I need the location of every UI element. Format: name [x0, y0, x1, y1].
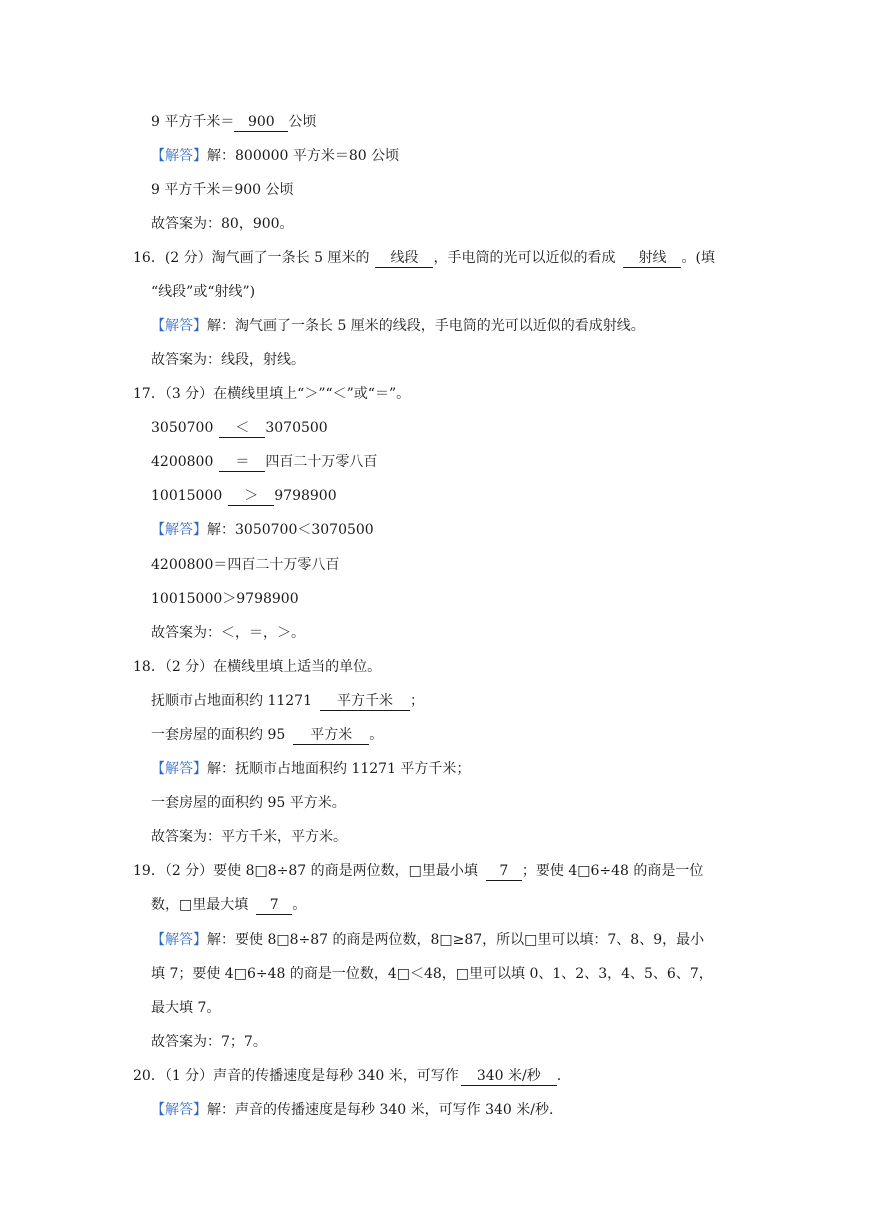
- solution-line: 【解答】解：淘气画了一条长 5 厘米的线段，手电筒的光可以近似的看成射线。: [151, 318, 645, 334]
- fill-blank: 900: [234, 114, 288, 132]
- question-17: 17．（3 分）在横线里填上“＞”“＜”或“＝”。: [133, 386, 411, 402]
- solution-line: 一套房屋的面积约 95 平方米。: [151, 795, 346, 811]
- question-18: 18．（2 分）在横线里填上适当的单位。: [133, 659, 382, 675]
- answer-line: 一套房屋的面积约 95 平方米 。: [151, 727, 384, 743]
- question-19: 19．（2 分）要使 8□8÷87 的商是两位数，□里最小填 7 ；要使 4□6÷48 的商是一位: [133, 863, 704, 879]
- fill-blank: ＜: [219, 420, 265, 438]
- question-16: 16．(2 分）淘气画了一条长 5 厘米的 线段 ，手电筒的光可以近似的看成 射线 。(填: [133, 250, 715, 266]
- answer-summary: 故答案为：＜，＝，＞。: [151, 625, 305, 641]
- question-20: 20．（1 分）声音的传播速度是每秒 340 米，可写作 340 米/秒 .: [133, 1068, 562, 1084]
- fill-blank: 7: [486, 863, 522, 881]
- answer-line: 10015000 ＞ 9798900: [151, 488, 337, 504]
- solution-line: 10015000＞9798900: [151, 591, 299, 607]
- solution-line: 4200800＝四百二十万零八百: [151, 557, 340, 573]
- fill-blank: ＞: [228, 488, 274, 506]
- fill-blank: 340 米/秒: [461, 1068, 557, 1086]
- solution-tag: 【解答】: [151, 148, 207, 164]
- fill-blank: ＝: [219, 454, 265, 472]
- answer-summary: 故答案为：平方千米，平方米。: [151, 829, 347, 845]
- fill-blank: 平方千米: [320, 693, 410, 711]
- question-line: “线段”或“射线”): [151, 284, 256, 300]
- solution-line: 9 平方千米＝900 公顷: [151, 182, 294, 198]
- solution-line: 【解答】解：3050700＜3070500: [151, 522, 374, 538]
- answer-summary: 故答案为：80，900。: [151, 216, 294, 232]
- question-line: 数，□里最大填 7 。: [151, 897, 307, 913]
- solution-line: 【解答】解：抚顺市占地面积约 11271 平方千米；: [151, 761, 471, 777]
- fill-blank: 射线: [623, 250, 681, 268]
- solution-line: 填 7；要使 4□6÷48 的商是一位数，4□＜48，□里可以填 0、1、2、3，4、5、6、7，: [151, 966, 713, 982]
- answer-line: 3050700 ＜ 3070500: [151, 420, 328, 436]
- solution-line: 【解答】解：声音的传播速度是每秒 340 米，可写作 340 米/秒.: [151, 1102, 554, 1118]
- solution-line: 【解答】解：800000 平方米＝80 公顷: [151, 148, 400, 164]
- answer-line: 4200800 ＝ 四百二十万零八百: [151, 454, 378, 470]
- solution-tag: 【解答】: [151, 318, 207, 334]
- fill-blank: 7: [256, 897, 292, 915]
- answer-summary: 故答案为：7；7。: [151, 1034, 267, 1050]
- solution-line: 最大填 7。: [151, 1000, 221, 1016]
- solution-tag: 【解答】: [151, 1102, 207, 1118]
- solution-tag: 【解答】: [151, 522, 207, 538]
- solution-line: 【解答】解：要使 8□8÷87 的商是两位数，8□≥87，所以□里可以填：7、8、9，最小: [151, 932, 705, 948]
- answer-line: 9 平方千米＝ 900 公顷: [151, 114, 317, 130]
- answer-line: 抚顺市占地面积约 11271 平方千米 ；: [151, 693, 424, 709]
- solution-tag: 【解答】: [151, 932, 207, 948]
- answer-summary: 故答案为：线段，射线。: [151, 352, 305, 368]
- fill-blank: 平方米: [293, 727, 369, 745]
- solution-tag: 【解答】: [151, 761, 207, 777]
- fill-blank: 线段: [375, 250, 433, 268]
